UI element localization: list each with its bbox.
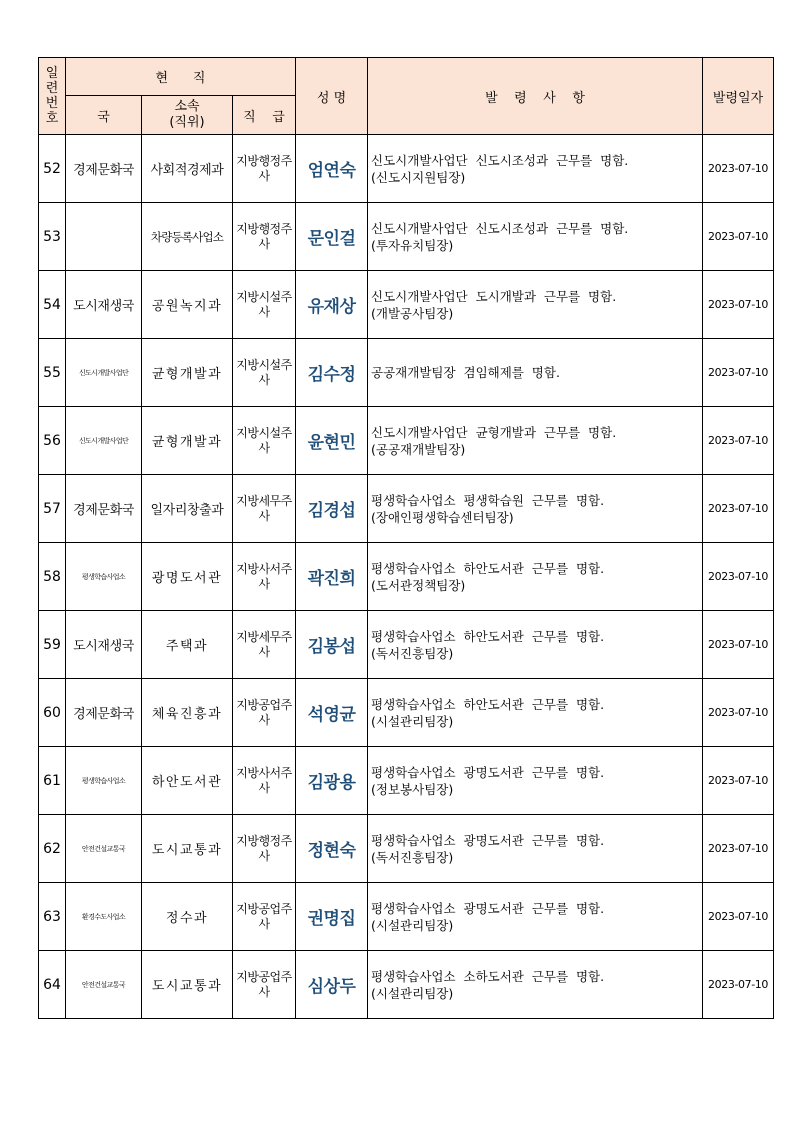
name-cell: 정현숙: [296, 815, 368, 883]
rank-cell: 지방사서주사: [233, 543, 296, 611]
order-position: (정보봉사팀장): [371, 781, 454, 797]
order-text: 신도시개발사업단 균형개발과 근무를 명함.: [371, 424, 617, 440]
affiliation-cell: 차량등록사업소: [142, 203, 233, 271]
serial-number-cell: 54: [39, 271, 66, 339]
order-position: (신도시지원팀장): [371, 169, 466, 185]
department-cell: 안전건설교통국: [66, 951, 142, 1019]
rank-cell: 지방세무주사: [233, 475, 296, 543]
order-cell: [368, 883, 703, 951]
department-cell: 경제문화국: [66, 679, 142, 747]
header-affiliation-label: 소속: [174, 99, 200, 114]
affiliation-cell: 광명도서관: [142, 543, 233, 611]
department-cell: 신도시개발사업단: [66, 339, 142, 407]
name-cell: 김경섭: [296, 475, 368, 543]
order-date-cell: 2023-07-10: [703, 475, 774, 543]
department-cell: 경제문화국: [66, 135, 142, 203]
order-text: 평생학습사업소 하안도서관 근무를 명함.: [371, 628, 605, 644]
order-text: 평생학습사업소 평생학습원 근무를 명함.: [371, 492, 605, 508]
affiliation-cell: 공원녹지과: [142, 271, 233, 339]
department-cell: 신도시개발사업단: [66, 407, 142, 475]
order-cell: [368, 203, 703, 271]
order-cell: [368, 815, 703, 883]
affiliation-cell: 도시교통과: [142, 951, 233, 1019]
rank-cell: 지방공업주사: [233, 883, 296, 951]
order-position: (시설관리팀장): [371, 917, 454, 933]
rank-cell: 지방행정주사: [233, 815, 296, 883]
order-position: (개발공사팀장): [371, 305, 454, 321]
header-rank: 직 급: [233, 96, 296, 135]
name-cell: 김광용: [296, 747, 368, 815]
department-cell: 도시재생국: [66, 611, 142, 679]
order-cell: [368, 679, 703, 747]
serial-number-cell: 52: [39, 135, 66, 203]
rank-cell: 지방공업주사: [233, 951, 296, 1019]
order-text: 신도시개발사업단 도시개발과 근무를 명함.: [371, 288, 617, 304]
rank-cell: 지방시설주사: [233, 339, 296, 407]
personnel-order-table: [38, 57, 774, 1019]
header-date: 발령일자: [703, 58, 774, 135]
department-cell: 평생학습사업소: [66, 543, 142, 611]
table-body: [39, 135, 774, 1019]
table-row: [39, 815, 774, 883]
order-text: 평생학습사업소 광명도서관 근무를 명함.: [371, 832, 605, 848]
header-name: 성 명: [296, 58, 368, 135]
order-date-cell: 2023-07-10: [703, 679, 774, 747]
affiliation-cell: 체육진흥과: [142, 679, 233, 747]
serial-number-cell: 53: [39, 203, 66, 271]
order-position: (투자유치팀장): [371, 237, 454, 253]
table-row: [39, 611, 774, 679]
order-text: 평생학습사업소 하안도서관 근무를 명함.: [371, 696, 605, 712]
order-position: (도서관정책팀장): [371, 577, 466, 593]
affiliation-cell: 정수과: [142, 883, 233, 951]
table-row: [39, 883, 774, 951]
serial-number-cell: 58: [39, 543, 66, 611]
order-position: (시설관리팀장): [371, 713, 454, 729]
table-row: [39, 407, 774, 475]
table-row: [39, 135, 774, 203]
order-text: 평생학습사업소 광명도서관 근무를 명함.: [371, 764, 605, 780]
table-row: [39, 271, 774, 339]
order-cell: [368, 747, 703, 815]
name-cell: 김수정: [296, 339, 368, 407]
order-text: 평생학습사업소 하안도서관 근무를 명함.: [371, 560, 605, 576]
affiliation-cell: 하안도서관: [142, 747, 233, 815]
order-date-cell: 2023-07-10: [703, 407, 774, 475]
serial-number-cell: 57: [39, 475, 66, 543]
header-serial-char: 호: [45, 111, 59, 126]
affiliation-cell: 균형개발과: [142, 407, 233, 475]
table-header: [39, 58, 774, 135]
order-cell: [368, 407, 703, 475]
name-cell: 윤현민: [296, 407, 368, 475]
header-current-post: 현 직: [66, 58, 296, 96]
name-cell: 심상두: [296, 951, 368, 1019]
rank-cell: 지방행정주사: [233, 203, 296, 271]
order-text: 공공재개발팀장 겸임해제를 명함.: [371, 365, 560, 380]
serial-number-cell: 62: [39, 815, 66, 883]
order-date-cell: 2023-07-10: [703, 883, 774, 951]
header-position-label: (직위): [169, 115, 205, 130]
affiliation-cell: 사회적경제과: [142, 135, 233, 203]
order-date-cell: 2023-07-10: [703, 135, 774, 203]
header-serial-char: 련: [45, 81, 59, 96]
affiliation-cell: 도시교통과: [142, 815, 233, 883]
order-date-cell: 2023-07-10: [703, 815, 774, 883]
serial-number-cell: 55: [39, 339, 66, 407]
rank-cell: 지방시설주사: [233, 407, 296, 475]
order-position: (시설관리팀장): [371, 985, 454, 1001]
order-cell: [368, 543, 703, 611]
order-date-cell: 2023-07-10: [703, 951, 774, 1019]
serial-number-cell: 61: [39, 747, 66, 815]
serial-number-cell: 59: [39, 611, 66, 679]
department-cell: 환경수도사업소: [66, 883, 142, 951]
table-row: [39, 339, 774, 407]
serial-number-cell: 60: [39, 679, 66, 747]
order-text: 평생학습사업소 소하도서관 근무를 명함.: [371, 968, 605, 984]
department-cell: 안전건설교통국: [66, 815, 142, 883]
table-row: [39, 679, 774, 747]
name-cell: 문인걸: [296, 203, 368, 271]
order-date-cell: 2023-07-10: [703, 543, 774, 611]
affiliation-cell: 주택과: [142, 611, 233, 679]
order-date-cell: 2023-07-10: [703, 611, 774, 679]
name-cell: 엄연숙: [296, 135, 368, 203]
name-cell: 석영균: [296, 679, 368, 747]
department-cell: 경제문화국: [66, 475, 142, 543]
table-row: [39, 951, 774, 1019]
rank-cell: 지방행정주사: [233, 135, 296, 203]
order-cell: [368, 135, 703, 203]
name-cell: 권명집: [296, 883, 368, 951]
rank-cell: 지방공업주사: [233, 679, 296, 747]
order-date-cell: 2023-07-10: [703, 203, 774, 271]
header-order: 발 령 사 항: [368, 58, 703, 135]
name-cell: 곽진희: [296, 543, 368, 611]
affiliation-cell: 균형개발과: [142, 339, 233, 407]
table-row: [39, 543, 774, 611]
department-cell: [66, 203, 142, 271]
order-position: (장애인평생학습센터팀장): [371, 509, 514, 525]
order-cell: [368, 339, 703, 407]
order-cell: [368, 475, 703, 543]
order-text: 신도시개발사업단 신도시조성과 근무를 명함.: [371, 152, 629, 168]
department-cell: 도시재생국: [66, 271, 142, 339]
rank-cell: 지방세무주사: [233, 611, 296, 679]
order-date-cell: 2023-07-10: [703, 271, 774, 339]
header-serial-char: 일: [45, 66, 59, 81]
order-date-cell: 2023-07-10: [703, 747, 774, 815]
header-department: 국: [66, 96, 142, 135]
name-cell: 유재상: [296, 271, 368, 339]
order-position: (공공재개발팀장): [371, 441, 466, 457]
table-row: [39, 203, 774, 271]
affiliation-cell: 일자리창출과: [142, 475, 233, 543]
order-cell: [368, 951, 703, 1019]
serial-number-cell: 56: [39, 407, 66, 475]
order-position: (독서진흥팀장): [371, 849, 454, 865]
order-text: 신도시개발사업단 신도시조성과 근무를 명함.: [371, 220, 629, 236]
order-date-cell: 2023-07-10: [703, 339, 774, 407]
order-position: (독서진흥팀장): [371, 645, 454, 661]
header-serial-number: [39, 58, 66, 135]
rank-cell: 지방사서주사: [233, 747, 296, 815]
serial-number-cell: 64: [39, 951, 66, 1019]
department-cell: 평생학습사업소: [66, 747, 142, 815]
header-serial-char: 번: [45, 96, 59, 111]
rank-cell: 지방시설주사: [233, 271, 296, 339]
name-cell: 김봉섭: [296, 611, 368, 679]
table-row: [39, 475, 774, 543]
order-cell: [368, 611, 703, 679]
order-cell: [368, 271, 703, 339]
serial-number-cell: 63: [39, 883, 66, 951]
order-text: 평생학습사업소 광명도서관 근무를 명함.: [371, 900, 605, 916]
table-row: [39, 747, 774, 815]
header-affiliation: [142, 96, 233, 135]
